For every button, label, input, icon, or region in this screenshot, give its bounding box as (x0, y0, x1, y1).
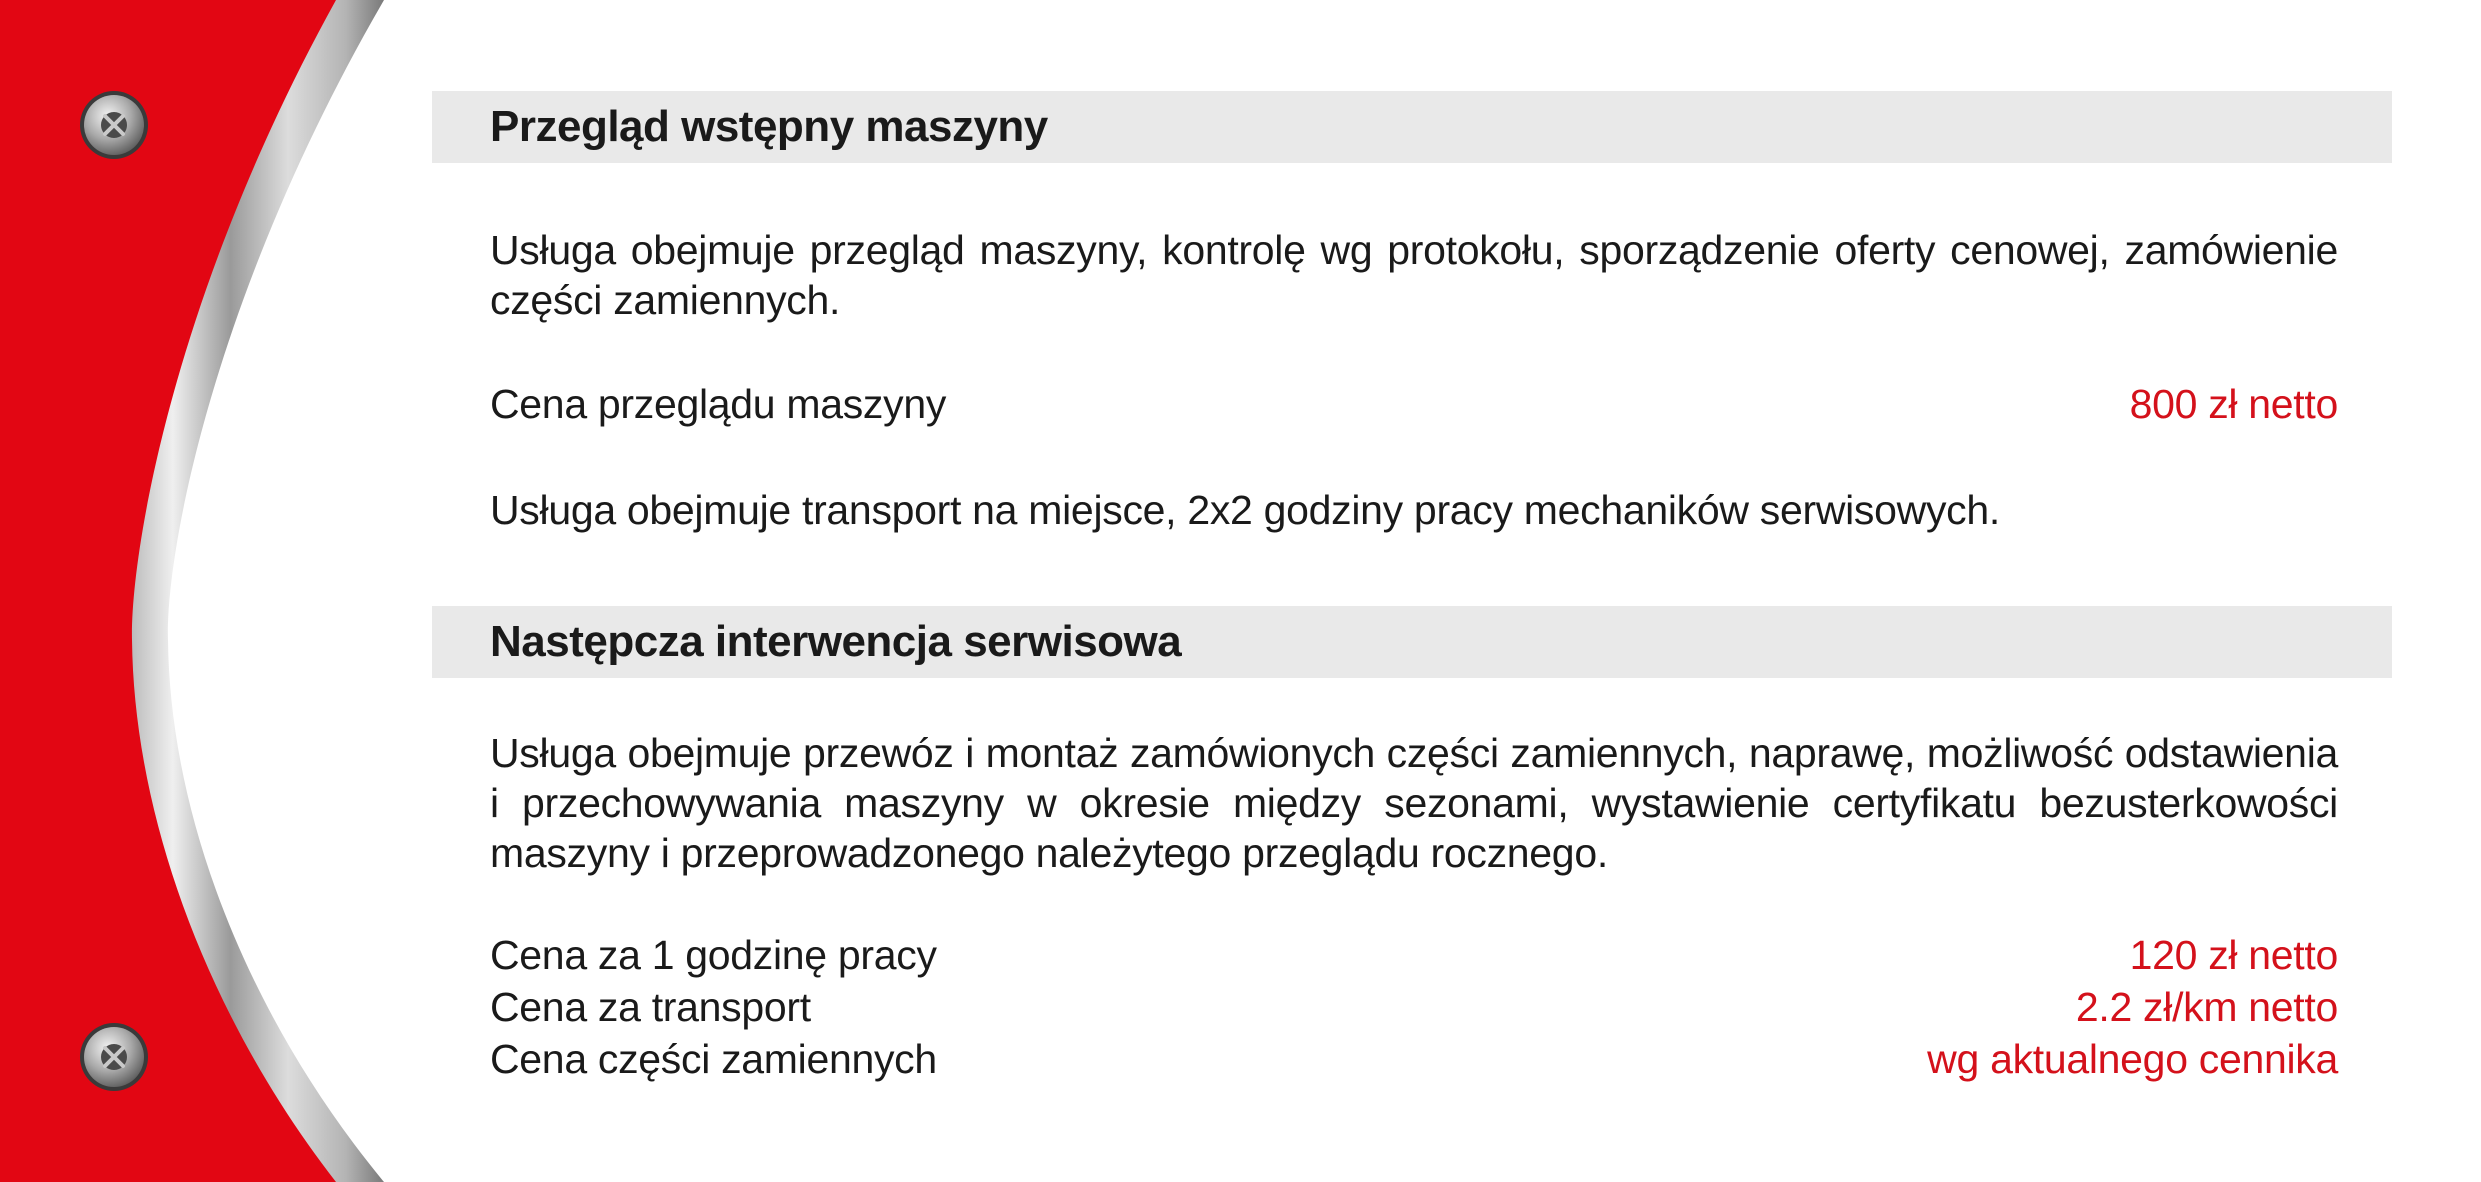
price-value: wg aktualnego cennika (1927, 1036, 2338, 1082)
section-description: Usługa obejmuje przegląd maszyny, kontrolę wg protokołu, sporządzenie oferty cenowej, zamówienie części zamiennych. (490, 227, 2338, 323)
price-row (490, 930, 2338, 980)
price-label: Cena przeglądu maszyny (490, 381, 947, 427)
price-value: 800 zł netto (2129, 381, 2338, 427)
price-row (490, 982, 2338, 1032)
section-description: Usługa obejmuje przewóz i montaż zamówionych części zamiennych, naprawę, możliwość odstawienia i przechowywania maszyny w okresie między sezonami, wystawienie certyfikatu bezusterkowości maszyny i przeprowadzonego należytego przeglądu rocznego. (490, 730, 2338, 876)
price-value: 2.2 zł/km netto (2075, 984, 2338, 1030)
price-label: Cena za 1 godzinę pracy (490, 932, 937, 978)
service-note: Usługa obejmuje transport na miejsce, 2x2 godziny pracy mechaników serwisowych. (490, 487, 2000, 533)
price-label: Cena za transport (490, 984, 811, 1030)
price-row (490, 1034, 2338, 1084)
screw-icon (80, 1023, 148, 1091)
price-row (490, 379, 2338, 429)
section-header-follow-up-service: Następcza interwencja serwisowa (432, 606, 2392, 678)
price-label: Cena części zamiennych (490, 1036, 937, 1082)
section-header-initial-inspection: Przegląd wstępny maszyny (432, 91, 2392, 163)
screw-icon (80, 91, 148, 159)
price-value: 120 zł netto (2129, 932, 2338, 978)
